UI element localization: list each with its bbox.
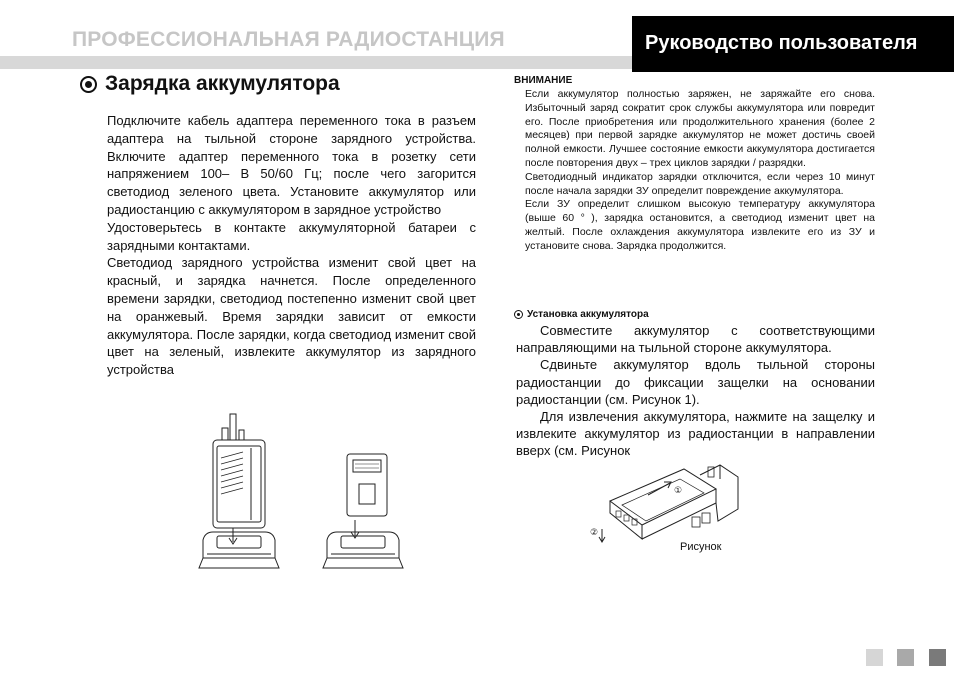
install-instructions <box>516 322 875 460</box>
install-heading <box>514 309 649 320</box>
install-paragraph: Сдвиньте аккумулятор вдоль тыльной стороны радиостанции до фиксации защелки на основании радиостанции (см. Рисунок 1). <box>516 357 875 407</box>
target-bullet-icon <box>514 310 523 319</box>
section-title: Зарядка аккумулятора <box>105 72 340 95</box>
warning-paragraph: Если аккумулятор полностью заряжен, не заряжайте его снова. Избыточный заряд сократит срок службы аккумулятора или повредит его. После приобретения или продолжительного хранения (более 2 месяцев) при первой зарядке аккумулятор не может достичь своей полной емкости. Лучшее состояние емкости аккумулятора достигается после повторения двух – трех циклов зарядки / разрядки. <box>525 88 875 169</box>
figure-label-1: ① <box>674 486 683 496</box>
footer-square <box>897 649 914 666</box>
header-manual-box <box>632 16 954 72</box>
figure-label-2: ② <box>590 528 599 538</box>
section-heading <box>80 72 340 96</box>
header-manual-title: Руководство пользователя <box>645 32 918 54</box>
charging-paragraph: Подключите кабель адаптера переменного тока в разъем адаптера на тыльной стороне зарядного устройства. Включите адаптер переменного тока в розетку сети напряжением 100– В 50/60 Гц; после чего загорится светодиод зеленого цвета. Установите аккумулятор или радиостанцию с аккумулятором в зарядное устройство <box>107 113 476 217</box>
header-bar <box>0 56 632 69</box>
warning-text <box>525 88 875 254</box>
footer-square <box>929 649 946 666</box>
install-paragraph: Совместите аккумулятор с соответствующими направляющими на тыльной стороне аккумулятора. <box>516 323 875 356</box>
charging-instructions <box>107 112 476 379</box>
install-paragraph: Для извлечения аккумулятора, нажмите на защелку и извлеките аккумулятор из радиостанции в направлении вверх (см. Рисунок <box>516 409 875 459</box>
warning-heading: ВНИМАНИЕ <box>514 75 573 86</box>
figure-caption: Рисунок <box>680 541 722 553</box>
battery-install-illustration <box>588 455 748 545</box>
install-heading-text: Установка аккумулятора <box>527 309 649 320</box>
charger-illustration <box>195 408 405 578</box>
warning-paragraph: Светодиодный индикатор зарядки отключится, если через 10 минут после начала зарядки ЗУ определит повреждение аккумулятора. <box>525 170 875 197</box>
footer-square <box>866 649 883 666</box>
charging-paragraph: Светодиод зарядного устройства изменит свой цвет на красный, и зарядка начнется. После определенного времени зарядки, светодиод постепенно изменит свой цвет на оранжевый. Время зарядки зависит от емкости аккумулятора. После зарядки, когда светодиод изменит свой цвет на зеленый, извлеките аккумулятор из зарядного устройства <box>107 255 476 378</box>
target-bullet-icon <box>80 76 97 93</box>
charging-paragraph: Удостоверьтесь в контакте аккумуляторной батареи с зарядными контактами. <box>107 219 476 253</box>
warning-paragraph: Если ЗУ определит слишком высокую температуру аккумулятора (выше 60 ° ), зарядка остановится, а светодиод изменит цвет на желтый. После охлаждения аккумулятора извлеките его из ЗУ и установите снова. Зарядка продолжится. <box>525 198 875 252</box>
header-section-title: ПРОФЕССИОНАЛЬНАЯ РАДИОСТАНЦИЯ <box>72 28 505 51</box>
